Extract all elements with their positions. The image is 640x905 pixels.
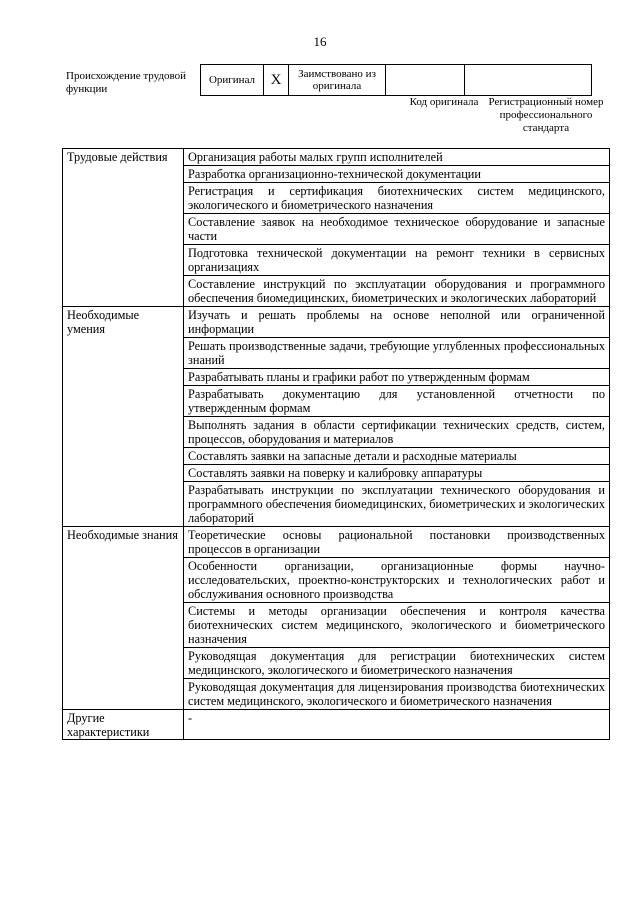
section-item: Теоретические основы рациональной постановки производственных процессов в организации	[184, 527, 610, 558]
origin-table	[200, 64, 592, 96]
labor-function-table	[62, 148, 610, 740]
page-number: 16	[313, 34, 327, 49]
section-title: Необходимые умения	[63, 307, 184, 527]
code-cell	[386, 65, 465, 96]
table-row	[63, 527, 610, 558]
section-item: Разрабатывать инструкции по эксплуатации технического оборудования и программного обеспечения биомедицинских, биометрических и экологических лабораторий	[184, 482, 610, 527]
table-row	[63, 710, 610, 740]
original-mark: X	[264, 65, 289, 96]
section-title: Другие характеристики	[63, 710, 184, 740]
section-item: -	[184, 710, 610, 740]
table-row	[63, 307, 610, 338]
section-item: Составлять заявки на поверку и калибровку аппаратуры	[184, 465, 610, 482]
section-item: Руководящая документация для регистрации биотехнических систем медицинского, экологического и биометрического назначения	[184, 648, 610, 679]
reg-number-caption: Регистрационный номер профессионального стандарта	[488, 96, 604, 134]
section-item: Системы и методы организации обеспечения и контроля качества биотехнических систем медицинского, экологического и биометрического назначения	[184, 603, 610, 648]
original-cell: Оригинал	[201, 65, 264, 96]
section-item: Подготовка технической документации на ремонт техники в сервисных организациях	[184, 245, 610, 276]
section-item: Составление инструкций по эксплуатации оборудования и программного обеспечения биомедицинских, биометрических и экологических лабораторий	[184, 276, 610, 307]
section-title: Трудовые действия	[63, 149, 184, 307]
section-item: Особенности организации, организационные формы научно-исследовательских, проектно-конструкторских и технологических работ и обслуживания основного производства	[184, 558, 610, 603]
section-item: Разрабатывать документацию для установленной отчетности по утвержденным формам	[184, 386, 610, 417]
code-caption: Код оригинала	[409, 96, 479, 108]
section-item: Составлять заявки на запасные детали и расходные материалы	[184, 448, 610, 465]
origin-label: Происхождение трудовой функции	[66, 70, 187, 95]
section-item: Составление заявок на необходимое техническое оборудование и запасные части	[184, 214, 610, 245]
section-item: Разработка организационно-технической документации	[184, 166, 610, 183]
section-item: Регистрация и сертификация биотехнических систем медицинского, экологического и биометрического назначения	[184, 183, 610, 214]
section-item: Выполнять задания в области сертификации технических средств, систем, процессов, оборудования и материалов	[184, 417, 610, 448]
section-item: Решать производственные задачи, требующие углубленных профессиональных знаний	[184, 338, 610, 369]
reg-number-cell	[465, 65, 592, 96]
section-title: Необходимые знания	[63, 527, 184, 710]
table-row	[63, 149, 610, 166]
section-item: Организация работы малых групп исполнителей	[184, 149, 610, 166]
section-item: Руководящая документация для лицензирования производства биотехнических систем медицинского, экологического и биометрического назначения	[184, 679, 610, 710]
section-item: Изучать и решать проблемы на основе неполной или ограниченной информации	[184, 307, 610, 338]
section-item: Разрабатывать планы и графики работ по утвержденным формам	[184, 369, 610, 386]
borrowed-cell: Заимствовано из оригинала	[289, 65, 386, 96]
